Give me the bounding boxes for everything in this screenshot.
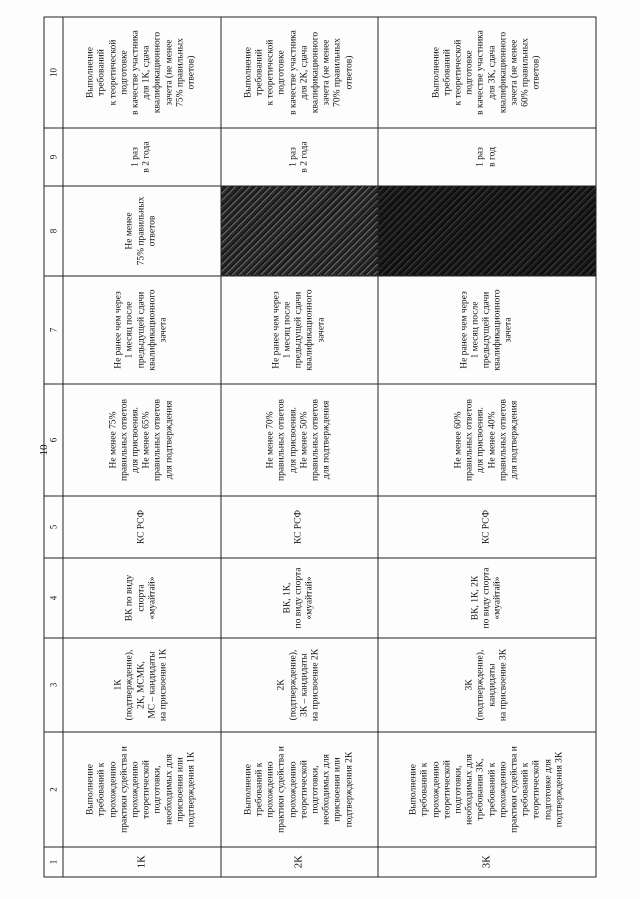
table-cell: Не менее 70% правильных ответов для присвоения. Не менее 50% правильных ответов для подтверждения — [221, 384, 379, 496]
column-number: 7 — [44, 276, 63, 384]
table-row — [63, 17, 221, 877]
row-label: 2К — [221, 847, 379, 877]
table-cell: Не менее 75% правильных ответов — [63, 186, 221, 276]
table-cell: 1 раз в год — [378, 128, 596, 186]
table-cell: 1 раз в 2 года — [221, 128, 379, 186]
column-number: 1 — [44, 847, 63, 877]
table-cell: КС РСФ — [378, 496, 596, 558]
table-cell: Не ранее чем через 1 месяц после предыдущей сдачи квалификационного зачета — [221, 276, 379, 384]
table-cell: Не ранее чем через 1 месяц после предыдущей сдачи квалификационного зачета — [63, 276, 221, 384]
table-row — [378, 17, 596, 877]
table-cell: 2К (подтверждение), 3К – кандидаты на присвоение 2К — [221, 638, 379, 732]
table-cell: Выполнение требований к теоретической подготовке в качестве участника для 3К, сдача квалификационного зачета (не менее 60% правильных ответов) — [378, 17, 596, 128]
table-cell: ВК, 1К, 2К по виду спорта «муайтай» — [378, 558, 596, 638]
table-cell: 1К (подтверждение), 2К, МСМК, МС – кандидаты на присвоение 1К — [63, 638, 221, 732]
table-cell: Выполнение требований к прохождению практики судейства и прохождению теоретической подготовки, необходимых для присвоения или подтверждения 2К — [221, 732, 379, 847]
table-cell: Выполнение требований к прохождению теоретической подготовки, необходимых для требования 3К, требований к прохождению практики судейства и требований к теоретической подготовке для подтверждения 3К — [378, 732, 596, 847]
table-cell: ВК по виду спорта «муайтай» — [63, 558, 221, 638]
table-cell-scanned-dark — [221, 186, 379, 276]
header-row — [44, 17, 63, 877]
page-number: 10 — [38, 444, 50, 456]
qualification-table — [44, 17, 597, 878]
table-cell: Не ранее чем через 1 месяц после предыдущей сдачи квалификационного зачета — [378, 276, 596, 384]
column-number: 8 — [44, 186, 63, 276]
row-label: 1К — [63, 847, 221, 877]
table-cell: 3К (подтверждение), кандидаты на присвоение 3К — [378, 638, 596, 732]
table-cell: Не менее 75% правильных ответов для присвоения. Не менее 65% правильных ответов для подтверждения — [63, 384, 221, 496]
table-cell: ВК, 1К, по виду спорта «муайтай» — [221, 558, 379, 638]
table-cell: КС РСФ — [63, 496, 221, 558]
row-label: 3К — [378, 847, 596, 877]
column-number: 6 — [44, 384, 63, 496]
column-number: 3 — [44, 638, 63, 732]
column-number: 9 — [44, 128, 63, 186]
column-number: 4 — [44, 558, 63, 638]
table-row — [221, 17, 379, 877]
table-cell-scanned-dark — [378, 186, 596, 276]
column-number: 10 — [44, 17, 63, 128]
table-cell: 1 раз в 2 года — [63, 128, 221, 186]
table-cell: КС РСФ — [221, 496, 379, 558]
table-cell: Выполнение требований к теоретической подготовке в качестве участника для 1К, сдача квалификационного зачета (не менее 75% правильных ответов) — [63, 17, 221, 128]
rotated-table-container — [44, 18, 597, 878]
column-number: 2 — [44, 732, 63, 847]
table-cell: Выполнение требований к теоретической подготовке в качестве участника для 2К, сдача квалификационного зачета (не менее 70% правильных ответов) — [221, 17, 379, 128]
table-cell: Не менее 60% правильных ответов для присвоения. Не менее 40% правильных ответов для подтверждения — [378, 384, 596, 496]
table-cell: Выполнение требований к прохождению практики судейства и прохождению теоретической подготовки, необходимых для присвоения или подтверждения 1К — [63, 732, 221, 847]
column-number: 5 — [44, 496, 63, 558]
